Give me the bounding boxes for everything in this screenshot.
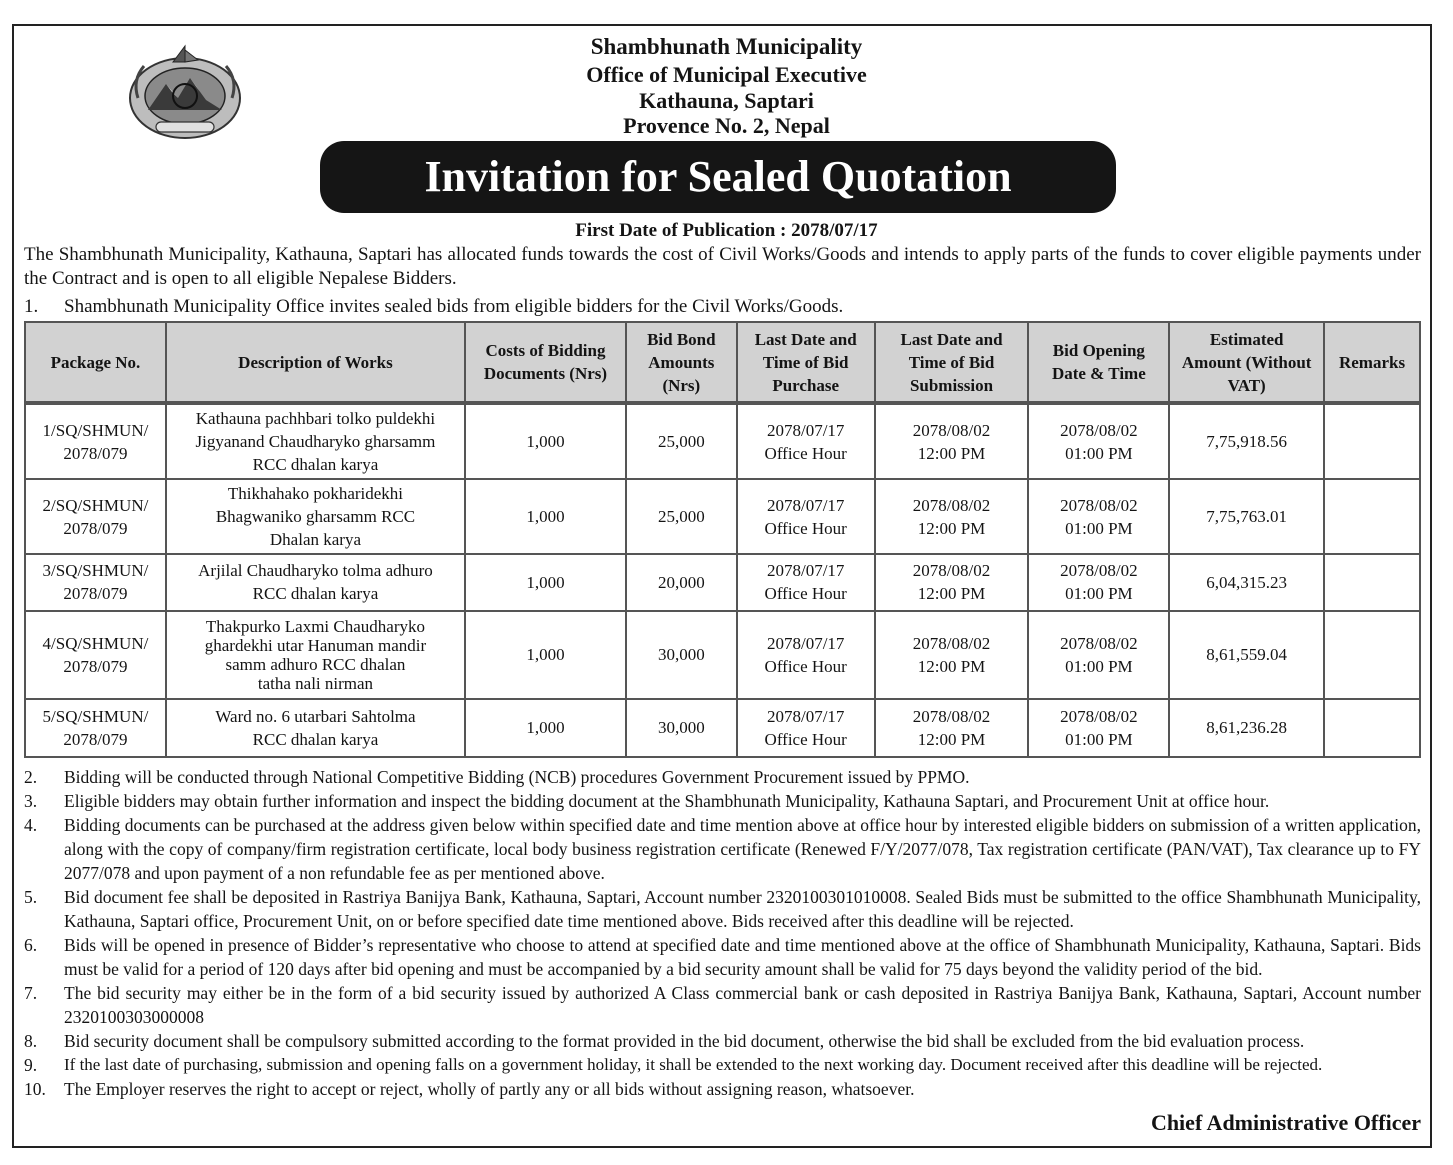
remarks xyxy=(1324,404,1420,479)
remarks xyxy=(1324,554,1420,610)
doc-cost: 1,000 xyxy=(465,611,626,699)
term-item xyxy=(24,789,1421,813)
last-submission: 2078/08/02 12:00 PM xyxy=(875,554,1029,610)
term-text: Bids will be opened in presence of Bidder’s representative who choose to attend at specified date and time mentioned above at the office of Shambhunath Municipality, Kathauna, Saptari. Bids must be valid for a period of 120 days after bid opening and must be accompanied by a bid security amount shall be valid for 75 days beyond the validity period of the bid. xyxy=(64,935,1421,979)
term-item xyxy=(24,981,1421,1029)
estimated-amount: 8,61,236.28 xyxy=(1169,699,1324,757)
bid-opening: 2078/08/02 01:00 PM xyxy=(1028,699,1169,757)
term-number: 10. xyxy=(24,1079,46,1099)
table-header-row xyxy=(25,322,1420,402)
table-row xyxy=(25,554,1420,610)
point-1 xyxy=(24,295,1421,319)
work-description: Arjilal Chaudharyko tolma adhuro RCC dhalan karya xyxy=(166,554,465,610)
term-number: 2. xyxy=(24,767,38,787)
package-no: 5/SQ/SHMUN/ 2078/079 xyxy=(25,699,166,757)
last-purchase: 2078/07/17 Office Hour xyxy=(737,479,875,554)
estimated-amount: 7,75,918.56 xyxy=(1169,404,1324,479)
header-last-purchase: Last Date and Time of Bid Purchase xyxy=(737,322,875,402)
header-remarks: Remarks xyxy=(1324,322,1420,402)
term-text: Bid security document shall be compulsory submitted according to the format provided in the bid document, otherwise the bid shall be excluded from the bid evaluation process. xyxy=(64,1031,1305,1051)
estimated-amount: 7,75,763.01 xyxy=(1169,479,1324,554)
last-submission: 2078/08/02 12:00 PM xyxy=(875,699,1029,757)
remarks xyxy=(1324,699,1420,757)
municipality-name: Shambhunath Municipality xyxy=(590,34,863,59)
signature-title: Chief Administrative Officer xyxy=(1150,1110,1421,1135)
bid-packages-table xyxy=(24,321,1421,758)
table-row xyxy=(25,479,1420,554)
office-name: Office of Municipal Executive xyxy=(586,62,867,87)
term-item xyxy=(24,1077,1421,1101)
header-doc-cost: Costs of Bidding Documents (Nrs) xyxy=(465,322,626,402)
remarks xyxy=(1324,479,1420,554)
intro-paragraph: The Shambhunath Municipality, Kathauna, Saptari has allocated funds towards the cost of Civil Works/Goods and intends to apply parts of the funds to cover eligible payments under the Contract and is open to all eligible Nepalese Bidders. xyxy=(24,244,1421,289)
header-last-submission: Last Date and Time of Bid Submission xyxy=(875,322,1029,402)
term-number: 3. xyxy=(24,791,38,811)
doc-cost: 1,000 xyxy=(465,699,626,757)
term-number: 8. xyxy=(24,1031,38,1051)
bid-bond: 20,000 xyxy=(626,554,737,610)
term-number: 7. xyxy=(24,983,38,1003)
term-number: 5. xyxy=(24,887,38,907)
last-purchase: 2078/07/17 Office Hour xyxy=(737,611,875,699)
term-text: If the last date of purchasing, submission and opening falls on a government holiday, it shall be extended to the next working day. Document received after this deadline will be rejected. xyxy=(64,1055,1323,1074)
remarks xyxy=(1324,611,1420,699)
last-submission: 2078/08/02 12:00 PM xyxy=(875,479,1029,554)
bid-opening: 2078/08/02 01:00 PM xyxy=(1028,611,1169,699)
bid-bond: 25,000 xyxy=(626,404,737,479)
bid-opening: 2078/08/02 01:00 PM xyxy=(1028,479,1169,554)
term-item xyxy=(24,933,1421,981)
last-purchase: 2078/07/17 Office Hour xyxy=(737,699,875,757)
doc-cost: 1,000 xyxy=(465,404,626,479)
header-bid-bond: Bid Bond Amounts (Nrs) xyxy=(626,322,737,402)
work-description: Thakpurko Laxmi Chaudharyko ghardekhi utar Hanuman mandir samm adhuro RCC dhalan tatha nali nirman xyxy=(166,611,465,699)
last-purchase: 2078/07/17 Office Hour xyxy=(737,554,875,610)
last-submission: 2078/08/02 12:00 PM xyxy=(875,611,1029,699)
header-bid-opening: Bid Opening Date & Time xyxy=(1028,322,1169,402)
last-purchase: 2078/07/17 Office Hour xyxy=(737,404,875,479)
bid-opening: 2078/08/02 01:00 PM xyxy=(1028,404,1169,479)
term-text: The bid security may either be in the form of a bid security issued by authorized A Class commercial bank or cash deposited in Rastriya Banijya Bank, Kathauna, Saptari, Account number 2320100303000008 xyxy=(64,983,1421,1027)
point-1-number: 1. xyxy=(24,296,39,317)
term-item xyxy=(24,813,1421,885)
package-no: 2/SQ/SHMUN/ 2078/079 xyxy=(25,479,166,554)
province-name: Provence No. 2, Nepal xyxy=(623,113,830,138)
bid-bond: 30,000 xyxy=(626,611,737,699)
terms-list xyxy=(24,765,1421,1101)
doc-cost: 1,000 xyxy=(465,554,626,610)
work-description: Ward no. 6 utarbari Sahtolma RCC dhalan karya xyxy=(166,699,465,757)
point-1-text: Shambhunath Municipality Office invites sealed bids from eligible bidders for the Civil Works/Goods. xyxy=(64,296,844,317)
term-item xyxy=(24,885,1421,933)
office-location: Kathauna, Saptari xyxy=(639,88,814,113)
term-text: Eligible bidders may obtain further information and inspect the bidding document at the Shambhunath Municipality, Kathauna Saptari, and Procurement Unit at office hour. xyxy=(64,791,1270,811)
estimated-amount: 6,04,315.23 xyxy=(1169,554,1324,610)
bid-bond: 25,000 xyxy=(626,479,737,554)
term-number: 9. xyxy=(24,1055,38,1075)
table-row xyxy=(25,699,1420,757)
header-package-no: Package No. xyxy=(25,322,166,402)
doc-cost: 1,000 xyxy=(465,479,626,554)
term-text: The Employer reserves the right to accept or reject, wholly of partly any or all bids without assigning reason, whatsoever. xyxy=(64,1079,915,1099)
term-text: Bidding will be conducted through National Competitive Bidding (NCB) procedures Government Procurement issued by PPMO. xyxy=(64,767,970,787)
term-text: Bidding documents can be purchased at the address given below within specified date and time mention above at office hour by interested eligible bidders on submission of a written application, along with the copy of company/firm registration certificate, local body business registration certificate (Renewed F/Y/2077/078, Tax registration certificate (PAN/VAT), Tax clearance up to FY 2077/078 and upon payment of a non refundable fee as per mentioned above. xyxy=(64,815,1421,883)
package-no: 4/SQ/SHMUN/ 2078/079 xyxy=(25,611,166,699)
table-row xyxy=(25,404,1420,479)
package-no: 3/SQ/SHMUN/ 2078/079 xyxy=(25,554,166,610)
term-text: Bid document fee shall be deposited in Rastriya Banijya Bank, Kathauna, Saptari, Account number 2320100301010008. Sealed Bids must be submitted to the office Shambhunath Municipality, Kathauna, Saptari office, Procurement Unit, on or before specified date time mentioned above. Bids received after this deadline will be rejected. xyxy=(64,887,1421,931)
publication-date: First Date of Publication : 2078/07/17 xyxy=(575,220,878,241)
notice-title-banner: Invitation for Sealed Quotation xyxy=(320,141,1116,213)
table-row xyxy=(25,611,1420,699)
term-number: 4. xyxy=(24,815,38,835)
estimated-amount: 8,61,559.04 xyxy=(1169,611,1324,699)
header-description: Description of Works xyxy=(166,322,465,402)
work-description: Thikhahako pokharidekhi Bhagwaniko gharsamm RCC Dhalan karya xyxy=(166,479,465,554)
term-item xyxy=(24,1053,1421,1077)
term-number: 6. xyxy=(24,935,38,955)
header-estimated-amount: Estimated Amount (Without VAT) xyxy=(1169,322,1324,402)
package-no: 1/SQ/SHMUN/ 2078/079 xyxy=(25,404,166,479)
bid-bond: 30,000 xyxy=(626,699,737,757)
term-item xyxy=(24,765,1421,789)
last-submission: 2078/08/02 12:00 PM xyxy=(875,404,1029,479)
term-item xyxy=(24,1029,1421,1053)
bid-opening: 2078/08/02 01:00 PM xyxy=(1028,554,1169,610)
work-description: Kathauna pachhbari tolko puldekhi Jigyanand Chaudharyko gharsamm RCC dhalan karya xyxy=(166,404,465,479)
